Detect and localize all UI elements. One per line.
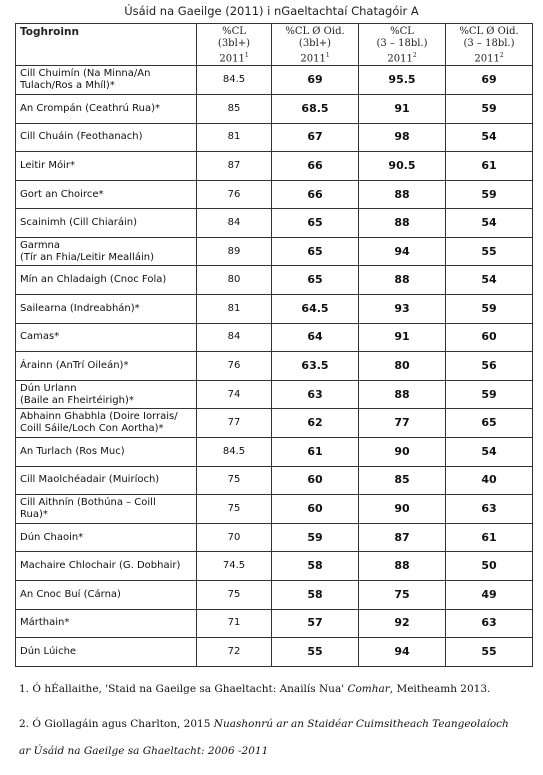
header-row	[16, 24, 533, 66]
table-row	[16, 352, 533, 381]
language-use-table	[15, 23, 533, 667]
footnote-ref: 1	[325, 52, 330, 59]
cell-electoral-division	[16, 438, 197, 467]
table-row	[16, 152, 533, 181]
cell-cl-3-18: 90	[359, 438, 446, 467]
cell-cl-no-school-3-18: 54	[446, 266, 533, 295]
cell-cl-3plus: 84	[197, 323, 272, 352]
cell-cl-3plus: 84.5	[197, 438, 272, 467]
cell-electoral-division	[16, 495, 197, 524]
cell-electoral-division	[16, 66, 197, 95]
table-row	[16, 466, 533, 495]
header-line: %CL	[222, 26, 246, 37]
cell-cl-no-school-3-18: 69	[446, 66, 533, 95]
cell-cl-no-school-3-18: 59	[446, 94, 533, 123]
cell-cl-3plus: 80	[197, 266, 272, 295]
cell-electoral-division	[16, 352, 197, 381]
cell-electoral-division	[16, 638, 197, 667]
cell-cl-no-school-3-18: 50	[446, 552, 533, 581]
cell-cl-3plus: 75	[197, 466, 272, 495]
footnote-italic: Nuashonrú ar an Staidéar Cuimsitheach Teangeolaíoch	[213, 718, 509, 730]
cell-cl-no-school-3plus: 62	[272, 409, 359, 438]
area-name-line: Cill Aithnín (Bothúna – Coill	[20, 497, 156, 509]
header-cl-3plus	[197, 24, 272, 66]
cell-cl-no-school-3plus: 68.5	[272, 94, 359, 123]
cell-electoral-division	[16, 295, 197, 324]
area-name-line: Árainn (AnTrí Oileán)*	[20, 360, 129, 372]
table-title: Úsáid na Gaeilge (2011) i nGaeltachtaí Chatagóir A	[124, 4, 419, 18]
footnote-text: Ó Giollagáin agus Charlton, 2015	[32, 718, 211, 730]
footnote-text: Ó hÉallaithe, 'Staid na Gaeilge sa Ghaeltacht: Anailís Nua'	[32, 683, 345, 695]
header-cl-no-school-3-18	[446, 24, 533, 66]
cell-cl-3-18: 87	[359, 523, 446, 552]
table-row	[16, 495, 533, 524]
cell-cl-3-18: 88	[359, 180, 446, 209]
cell-cl-3-18: 98	[359, 123, 446, 152]
footnote-italic: ar Úsáid na Gaeilge sa Ghaeltacht: 2006 -2011	[19, 745, 269, 757]
cell-electoral-division	[16, 94, 197, 123]
cell-electoral-division	[16, 237, 197, 266]
table-row	[16, 638, 533, 667]
area-name-line: An Cnoc Buí (Cárna)	[20, 588, 121, 600]
area-name-line: Rua)*	[20, 509, 48, 521]
cell-cl-3-18: 92	[359, 609, 446, 638]
table-row	[16, 380, 533, 409]
area-name-line: An Turlach (Ros Muc)	[20, 445, 125, 457]
header-line: 2011	[387, 53, 413, 65]
cell-cl-3-18: 75	[359, 581, 446, 610]
header-cl-3-18	[359, 24, 446, 66]
header-line: %CL Ø Oid.	[459, 26, 519, 37]
footnote-italic: Comhar	[347, 683, 390, 695]
area-name-line: Dún Chaoin*	[20, 531, 84, 543]
area-name-line: Márthain*	[20, 617, 70, 629]
table-body	[16, 66, 533, 666]
area-name-line: Tulach/Ros a Mhíl)*	[20, 80, 115, 92]
area-name-line: Cill Chuimín (Na Minna/An	[20, 68, 151, 80]
cell-cl-no-school-3plus: 60	[272, 466, 359, 495]
area-name-line: Machaire Chlochair (G. Dobhair)	[20, 560, 181, 572]
area-name-line: Dún Lúiche	[20, 646, 77, 657]
cell-cl-no-school-3-18: 54	[446, 209, 533, 238]
cell-electoral-division	[16, 323, 197, 352]
cell-electoral-division	[16, 152, 197, 181]
area-name-line: Scainimh (Cill Chiaráin)	[20, 217, 138, 229]
cell-cl-3plus: 84	[197, 209, 272, 238]
cell-cl-no-school-3-18: 56	[446, 352, 533, 381]
header-line: (3 – 18bl.)	[463, 38, 515, 49]
area-name-line: (Tír an Fhia/Leitir Mealláin)	[20, 251, 155, 263]
header-label: Toghroinn	[20, 26, 79, 38]
cell-cl-no-school-3plus: 63	[272, 380, 359, 409]
cell-cl-no-school-3plus: 64	[272, 323, 359, 352]
table-row	[16, 552, 533, 581]
footnote-2	[19, 718, 539, 730]
cell-cl-3-18: 94	[359, 638, 446, 667]
cell-cl-3-18: 88	[359, 266, 446, 295]
header-line: 2011	[219, 53, 245, 65]
table-row	[16, 438, 533, 467]
table-row	[16, 581, 533, 610]
table-row	[16, 209, 533, 238]
cell-cl-no-school-3-18: 59	[446, 180, 533, 209]
cell-cl-3-18: 85	[359, 466, 446, 495]
table-row	[16, 409, 533, 438]
table-row	[16, 609, 533, 638]
cell-cl-no-school-3-18: 61	[446, 152, 533, 181]
table-row	[16, 94, 533, 123]
area-name-line: Leitir Móir*	[20, 159, 75, 171]
cell-cl-3-18: 88	[359, 552, 446, 581]
cell-cl-3plus: 74.5	[197, 552, 272, 581]
cell-cl-3plus: 75	[197, 495, 272, 524]
cell-cl-3-18: 91	[359, 323, 446, 352]
area-name-line: Abhainn Ghabhla (Doire Iorrais/	[20, 411, 178, 423]
cell-cl-no-school-3-18: 63	[446, 495, 533, 524]
cell-cl-3-18: 88	[359, 380, 446, 409]
cell-electoral-division	[16, 523, 197, 552]
cell-electoral-division	[16, 123, 197, 152]
header-line: %CL	[390, 26, 414, 37]
table-row	[16, 237, 533, 266]
footnote-after: , Meitheamh 2013.	[389, 683, 491, 695]
area-name-line: Gort an Choirce*	[20, 188, 104, 200]
cell-cl-no-school-3plus: 66	[272, 180, 359, 209]
cell-electoral-division	[16, 409, 197, 438]
cell-cl-no-school-3plus: 63.5	[272, 352, 359, 381]
footnote-ref: 1	[244, 52, 249, 59]
cell-cl-3-18: 90	[359, 495, 446, 524]
cell-cl-no-school-3plus: 67	[272, 123, 359, 152]
header-cl-no-school-3plus	[272, 24, 359, 66]
cell-cl-no-school-3-18: 59	[446, 380, 533, 409]
cell-cl-3plus: 70	[197, 523, 272, 552]
header-line: (3bl+)	[298, 38, 332, 49]
cell-cl-3plus: 76	[197, 352, 272, 381]
footnote-number: 1.	[19, 683, 30, 695]
header-line: (3 – 18bl.)	[376, 38, 428, 49]
header-line: %CL Ø Oid.	[285, 26, 345, 37]
cell-electoral-division	[16, 266, 197, 295]
cell-electoral-division	[16, 552, 197, 581]
cell-electoral-division	[16, 209, 197, 238]
area-name-line: An Crompán (Ceathrú Rua)*	[20, 102, 160, 114]
cell-cl-3plus: 87	[197, 152, 272, 181]
cell-cl-no-school-3-18: 65	[446, 409, 533, 438]
cell-cl-no-school-3-18: 49	[446, 581, 533, 610]
area-name-line: Cill Chuáin (Feothanach)	[20, 131, 143, 143]
cell-cl-no-school-3plus: 65	[272, 209, 359, 238]
cell-cl-no-school-3plus: 57	[272, 609, 359, 638]
cell-cl-3-18: 77	[359, 409, 446, 438]
table-row	[16, 180, 533, 209]
cell-cl-no-school-3-18: 54	[446, 438, 533, 467]
area-name-line: Mín an Chladaigh (Cnoc Fola)	[20, 274, 167, 286]
cell-electoral-division	[16, 609, 197, 638]
table-row	[16, 123, 533, 152]
header-electoral-division	[16, 24, 197, 66]
footnote-ref: 2	[412, 52, 417, 59]
cell-electoral-division	[16, 581, 197, 610]
cell-cl-3-18: 90.5	[359, 152, 446, 181]
area-name-line: Coill Sáile/Loch Con Aortha)*	[20, 423, 164, 435]
cell-cl-3plus: 75	[197, 581, 272, 610]
area-name-line: Sailearna (Indreabhán)*	[20, 302, 140, 314]
cell-cl-no-school-3-18: 40	[446, 466, 533, 495]
cell-cl-no-school-3-18: 55	[446, 237, 533, 266]
cell-cl-no-school-3-18: 55	[446, 638, 533, 667]
cell-cl-no-school-3-18: 63	[446, 609, 533, 638]
cell-cl-no-school-3plus: 60	[272, 495, 359, 524]
cell-cl-no-school-3plus: 58	[272, 552, 359, 581]
cell-cl-no-school-3plus: 55	[272, 638, 359, 667]
cell-cl-no-school-3-18: 59	[446, 295, 533, 324]
cell-cl-3plus: 81	[197, 295, 272, 324]
header-line: (3bl+)	[217, 38, 251, 49]
cell-cl-no-school-3-18: 61	[446, 523, 533, 552]
cell-cl-3-18: 88	[359, 209, 446, 238]
cell-cl-3-18: 91	[359, 94, 446, 123]
cell-cl-no-school-3plus: 61	[272, 438, 359, 467]
cell-cl-3-18: 93	[359, 295, 446, 324]
footnote-ref: 2	[499, 52, 504, 59]
cell-electoral-division	[16, 380, 197, 409]
table-row	[16, 323, 533, 352]
cell-cl-3plus: 89	[197, 237, 272, 266]
cell-cl-no-school-3plus: 65	[272, 266, 359, 295]
cell-cl-3plus: 74	[197, 380, 272, 409]
cell-cl-3-18: 95.5	[359, 66, 446, 95]
cell-cl-no-school-3plus: 66	[272, 152, 359, 181]
area-name-line: (Baile an Fheirtéirigh)*	[20, 394, 134, 406]
table-row	[16, 266, 533, 295]
footnote-1	[19, 683, 539, 695]
cell-cl-3plus: 76	[197, 180, 272, 209]
cell-cl-no-school-3-18: 54	[446, 123, 533, 152]
cell-cl-3plus: 85	[197, 94, 272, 123]
area-name-line: Camas*	[20, 331, 60, 343]
table-row	[16, 523, 533, 552]
cell-cl-no-school-3plus: 69	[272, 66, 359, 95]
area-name-line: Dún Urlann	[20, 382, 77, 394]
area-name-line: Garmna	[20, 239, 61, 251]
footnote-number: 2.	[19, 718, 30, 730]
cell-cl-no-school-3plus: 59	[272, 523, 359, 552]
cell-cl-3plus: 84.5	[197, 66, 272, 95]
cell-cl-3-18: 80	[359, 352, 446, 381]
footnote-2-continued	[19, 745, 539, 757]
cell-cl-3plus: 81	[197, 123, 272, 152]
cell-cl-3-18: 94	[359, 237, 446, 266]
cell-cl-3plus: 71	[197, 609, 272, 638]
cell-cl-no-school-3-18: 60	[446, 323, 533, 352]
cell-cl-3plus: 72	[197, 638, 272, 667]
cell-cl-3plus: 77	[197, 409, 272, 438]
header-line: 2011	[474, 53, 500, 65]
table-row	[16, 66, 533, 95]
cell-cl-no-school-3plus: 64.5	[272, 295, 359, 324]
table-row	[16, 295, 533, 324]
header-line: 2011	[300, 53, 326, 65]
cell-cl-no-school-3plus: 65	[272, 237, 359, 266]
cell-electoral-division	[16, 466, 197, 495]
cell-cl-no-school-3plus: 58	[272, 581, 359, 610]
cell-electoral-division	[16, 180, 197, 209]
area-name-line: Cill Maolchéadair (Muiríoch)	[20, 474, 160, 486]
